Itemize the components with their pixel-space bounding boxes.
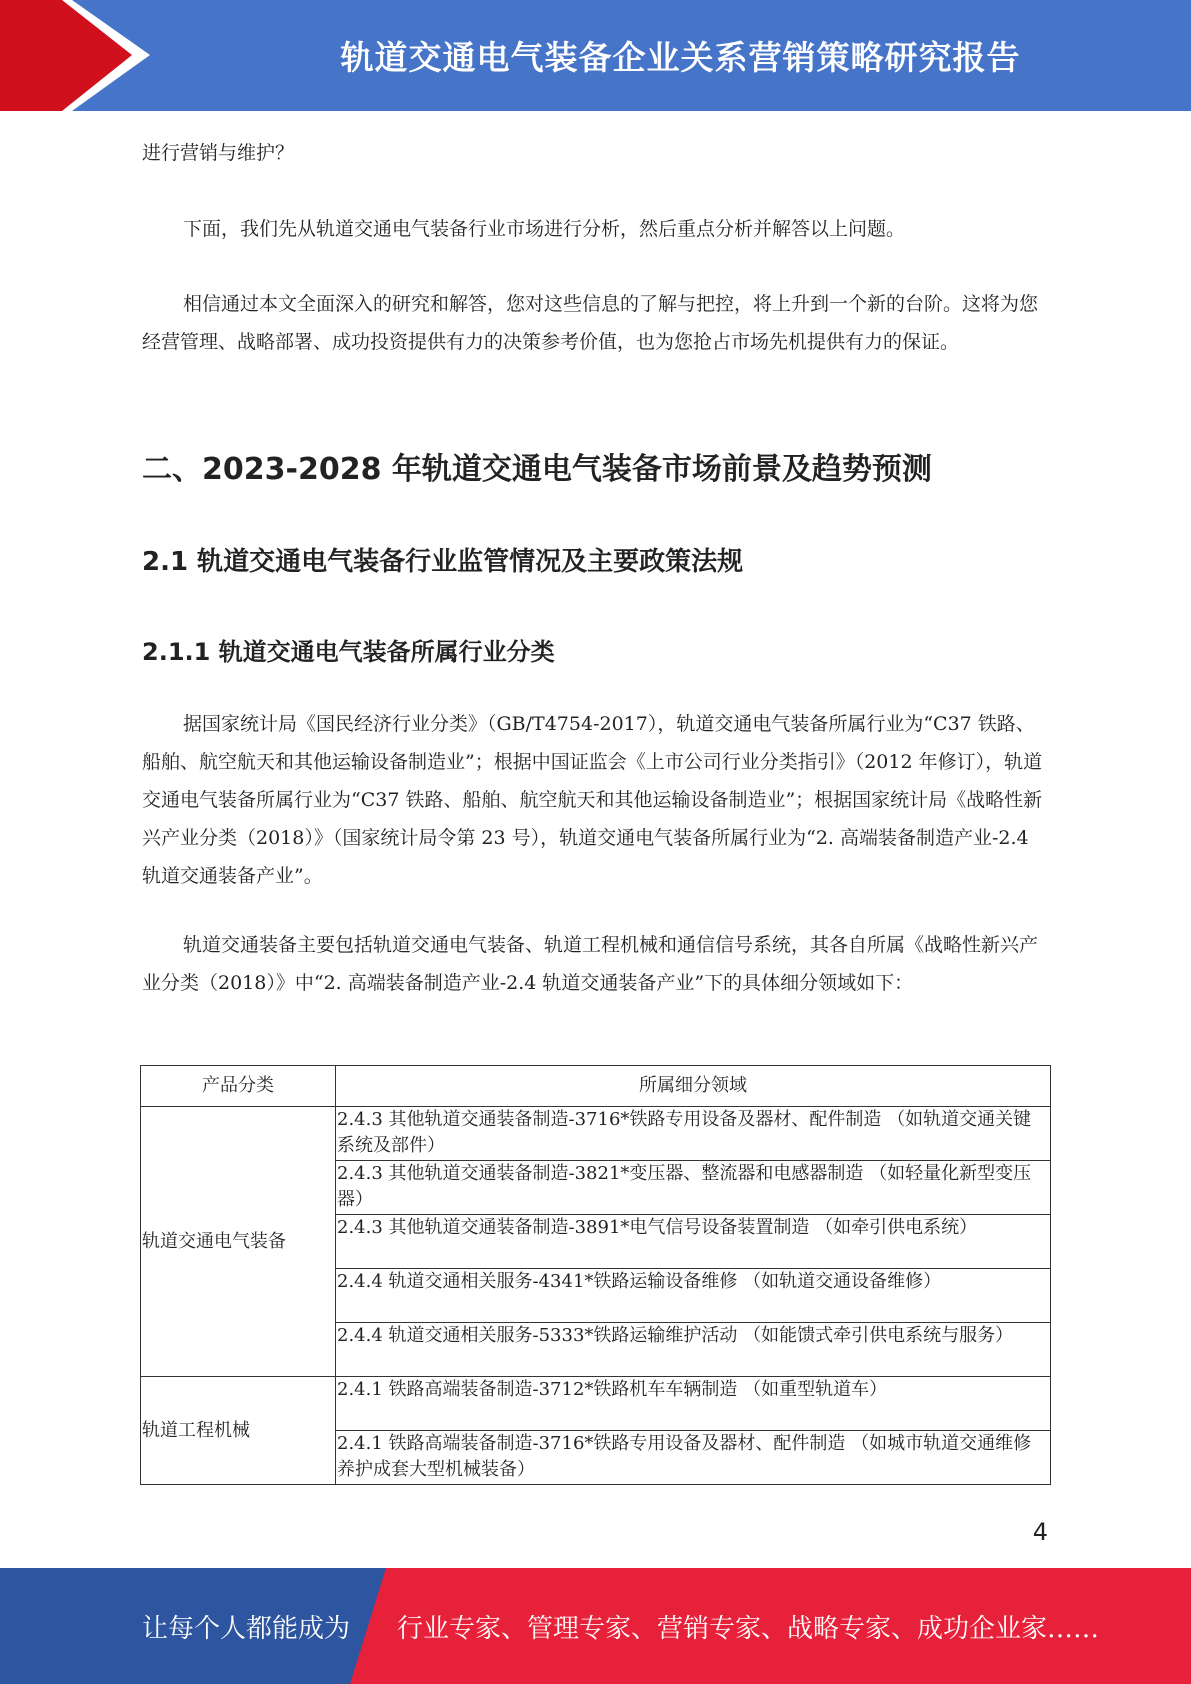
stats-paragraph: 据国家统计局《国民经济行业分类》（GB/T4754-2017），轨道交通电气装备所属行业为“C37 铁路、船舶、航空航天和其他运输设备制造业”；根据中国证监会《上市公司行业分类指引》（2012 年修订），轨道交通电气装备所属行业为“C37 铁路、船舶、航空航天和其他运输设备制造业”；根据国家统计局《战略性新兴产业分类（2018）》（国家统计局令第 23 号），轨道交通电气装备所属行业为“2. 高端装备制造产业-2.4 轨道交通装备产业”。 <box>142 713 1043 887</box>
subfield-cell: 2.4.1 铁路高端装备制造-3716*铁路专用设备及器材、配件制造 （如城市轨道交通维修养护成套大型机械装备） <box>336 1431 1051 1485</box>
subsection-heading: 2.1 轨道交通电气装备行业监管情况及主要政策法规 <box>142 547 744 577</box>
classification-table <box>140 1065 1051 1485</box>
subsection-heading-container <box>142 541 1047 578</box>
subfield-cell: 2.4.4 轨道交通相关服务-5333*铁路运输维护活动 （如能馈式牵引供电系统与服务） <box>336 1323 1051 1377</box>
subsubsection-heading: 2.1.1 轨道交通电气装备所属行业分类 <box>142 638 555 666</box>
section-heading: 二、2023-2028 年轨道交通电气装备市场前景及趋势预测 <box>142 452 932 487</box>
subfield-cell: 2.4.1 铁路高端装备制造-3712*铁路机车车辆制造 （如重型轨道车） <box>336 1377 1051 1431</box>
page-footer <box>0 1568 1191 1684</box>
subfield-cell: 2.4.3 其他轨道交通装备制造-3716*铁路专用设备及器材、配件制造 （如轨道交通关键系统及部件） <box>336 1107 1051 1161</box>
table-header-row <box>141 1066 1051 1107</box>
intro-paragraph: 进行营销与维护？ <box>142 142 295 164</box>
page-header <box>0 0 1191 111</box>
category-cell: 轨道交通电气装备 <box>141 1107 336 1377</box>
intro-paragraph-container <box>142 134 1047 172</box>
footer-slogan-right: 行业专家、管理专家、营销专家、战略专家、成功企业家…… <box>397 1613 1100 1644</box>
subfield-cell: 2.4.3 其他轨道交通装备制造-3821*变压器、整流器和电感器制造 （如轻量化新型变压器） <box>336 1161 1051 1215</box>
below-paragraph: 下面，我们先从轨道交通电气装备行业市场进行分析，然后重点分析并解答以上问题。 <box>183 218 906 240</box>
equipment-paragraph-container <box>142 926 1047 1002</box>
stats-paragraph-container <box>142 705 1047 895</box>
subfield-cell: 2.4.4 轨道交通相关服务-4341*铁路运输设备维修 （如轨道交通设备维修） <box>336 1269 1051 1323</box>
subfield-cell: 2.4.3 其他轨道交通装备制造-3891*电气信号设备装置制造 （如牵引供电系统） <box>336 1215 1051 1269</box>
header-cell-subfield: 所属细分领域 <box>336 1066 1051 1107</box>
header-cell-category: 产品分类 <box>141 1066 336 1107</box>
table-row <box>141 1377 1051 1431</box>
category-cell: 轨道工程机械 <box>141 1377 336 1485</box>
believe-paragraph-container <box>142 285 1047 361</box>
table-row <box>141 1107 1051 1161</box>
footer-slogan-left: 让每个人都能成为 <box>142 1613 351 1644</box>
equipment-paragraph: 轨道交通装备主要包括轨道交通电气装备、轨道工程机械和通信信号系统，其各自所属《战略性新兴产业分类（2018）》中“2. 高端装备制造产业-2.4 轨道交通装备产业”下的具体细分领域如下： <box>142 934 1039 994</box>
section-heading-container <box>142 444 1047 488</box>
below-paragraph-container <box>142 210 1047 248</box>
header-arrow-decoration <box>0 0 150 111</box>
report-title: 轨道交通电气装备企业关系营销策略研究报告 <box>340 38 1021 77</box>
subsubsection-heading-container <box>142 632 1047 667</box>
page-number: 4 <box>1032 1518 1048 1546</box>
believe-paragraph: 相信通过本文全面深入的研究和解答，您对这些信息的了解与把控，将上升到一个新的台阶。这将为您经营管理、战略部署、成功投资提供有力的决策参考价值，也为您抢占市场先机提供有力的保证。 <box>142 293 1039 353</box>
